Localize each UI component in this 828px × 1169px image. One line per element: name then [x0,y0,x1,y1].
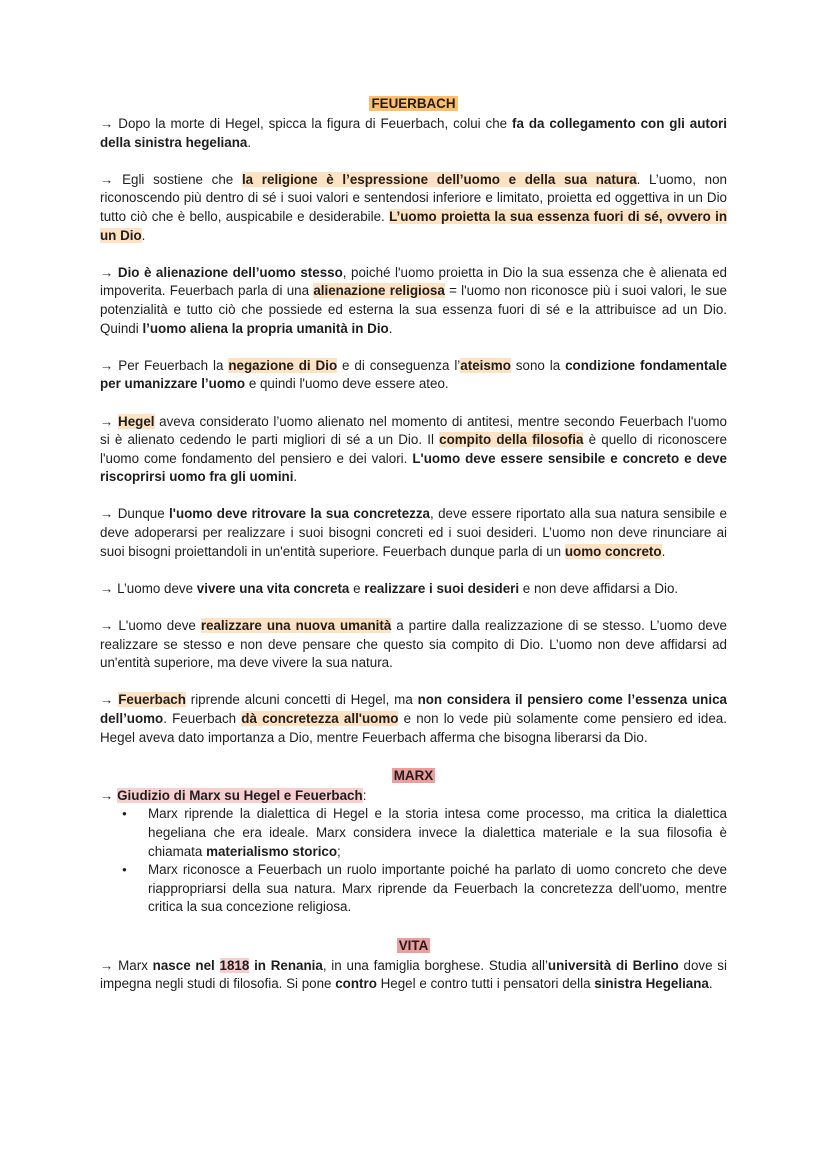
paragraph-vita-marx: → Marx nasce nel 1818 in Renania, in una famiglia borghese. Studia all’università di Berlino dove si impegna negli studi di filosofia. Si pone contro Hegel e contro tutti i pensatori della sinistra Hegeliana. [100,957,727,992]
list-item: ● Marx riconosce a Feuerbach un ruolo importante poiché ha parlato di uomo concreto che deve riappropriarsi della sua natura. Marx riprende da Feuerbach la concretezza dell'uomo, mentre critica la sua concezione religiosa. [148,861,727,917]
paragraph-collegamento: → Dopo la morte di Hegel, spicca la figura di Feuerbach, colui che fa da collegamento con gli autori della sinistra hegeliana. [100,116,727,150]
paragraph-giudizio-marx: → Giudizio di Marx su Hegel e Feuerbach: [100,787,367,803]
section-title-marx: MARX [393,767,434,783]
paragraph-hegel-antitesi: → Hegel aveva considerato l’uomo alienato nel momento di antitesi, mentre secondo Feuerbach l'uomo si è alienato cedendo le parti migliori di sé a un Dio. Il compito della filosofia è quello di riconoscere l'uomo come fondamento del pensiero e dei valori. L'uomo deve essere sensibile e concreto e deve riscoprirsi uomo fra gli uomini. [100,413,727,485]
notes-content [100,94,727,1012]
paragraph-concretezza: → Dunque l'uomo deve ritrovare la sua concretezza, deve essere riportato alla sua natura sensibile e deve adoperarsi per realizzare i suoi bisogni concreti ed i suoi desideri. L’uomo non deve rinunciare ai suoi bisogni proiettandoli in un'entità superiore. Feuerbach dunque parla di un uomo concreto. [100,506,727,559]
section-title-vita: VITA [398,937,429,953]
paragraph-ateismo: → Per Feuerbach la negazione di Dio e di conseguenza l’ateismo sono la condizione fondamentale per umanizzare l’uomo e quindi l'uomo deve essere ateo. [100,357,728,392]
paragraph-alienazione: → Dio è alienazione dell’uomo stesso, poiché l'uomo proietta in Dio la sua essenza che è alienata ed impoverita. Feuerbach parla di una alienazione religiosa = l'uomo non riconosce più i suoi valori, le sue potenzialità e tutto ciò che possiede ed esterna la sua essenza fuori di sé e la attribuisce ad un Dio. Quindi l’uomo aliena la propria umanità in Dio. [100,264,727,336]
section-title-feuerbach: FEUERBACH [371,96,456,111]
paragraph-feuerbach-hegel: → Feuerbach riprende alcuni concetti di Hegel, ma non considera il pensiero come l’essenza unica dell’uomo. Feuerbach dà concretezza all'uomo e non lo vede più solamente come pensiero ed idea. Hegel aveva dato importanza a Dio, mentre Feuerbach afferma che bisogna liberarsi da Dio. [100,692,727,745]
list-item: ● Marx riprende la dialettica di Hegel e la storia intesa come processo, ma critica la dialettica hegeliana che era ideale. Marx considera invece la dialettica materiale e la sua filosofia è chiamata materialismo storico; [148,805,727,861]
marx-bullet-list [100,805,727,917]
paragraph-vita-concreta: → L’uomo deve vivere una vita concreta e realizzare i suoi desideri e non deve affidarsi a Dio. [100,580,679,596]
paragraph-nuova-umanita: → L'uomo deve realizzare una nuova umanità a partire dalla realizzazione di se stesso. L’uomo deve realizzare se stesso e non deve pensare che questo sia compito di Dio. L’uomo non deve affidarsi ad un'entità superiore, ma deve vivere la sua natura. [100,618,727,671]
paragraph-religione: → Egli sostiene che la religione è l’espressione dell’uomo e della sua natura. L’uomo, non riconoscendo più dentro di sé i suoi valori e sentendosi inferiore e limitato, proietta ed oggettiva in un Dio tutto ciò che è bello, auspicabile e desiderabile. L’uomo proietta la sua essenza fuori di sé, ovvero in un Dio. [100,171,727,243]
